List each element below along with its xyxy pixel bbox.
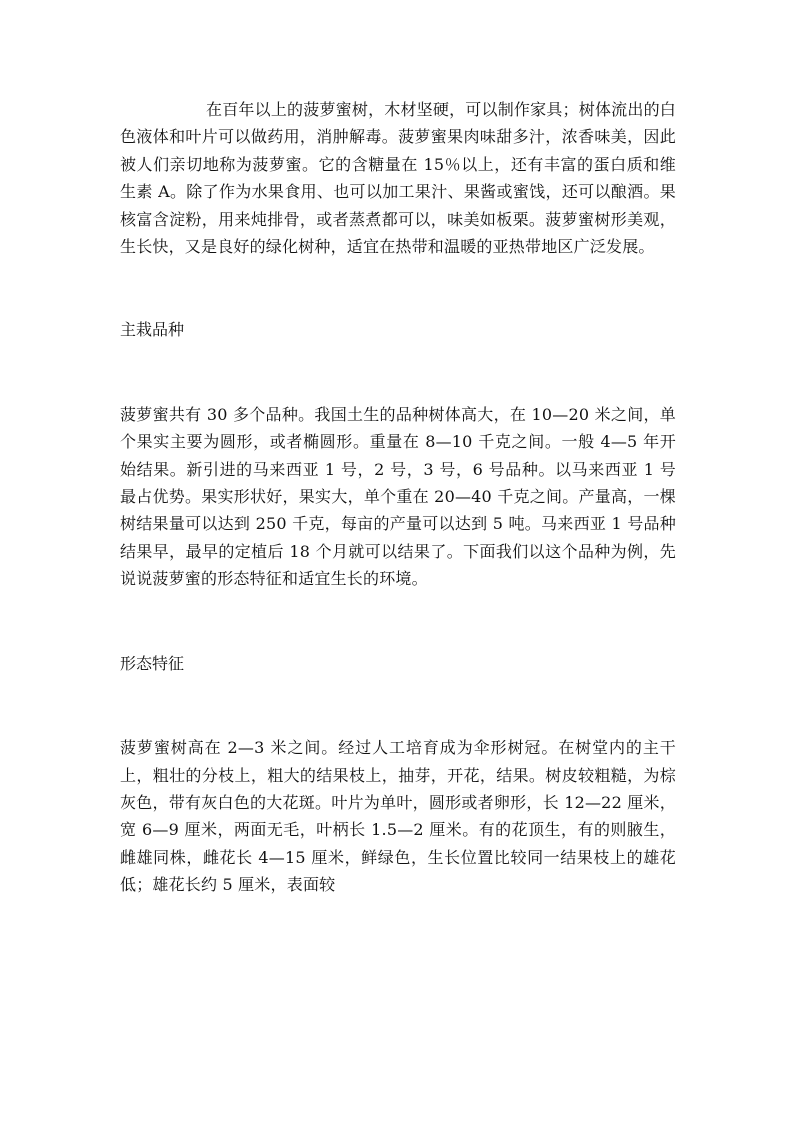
spacer	[120, 260, 676, 316]
intro-paragraph: 在百年以上的菠萝蜜树，木材坚硬，可以制作家具；树体流出的白色液体和叶片可以做药用，消肿解毒。菠萝蜜果肉味甜多汁，浓香味美，因此被人们亲切地称为菠萝蜜。它的含糖量在 15％以上，还有丰富的蛋白质和维生素 A。除了作为水果食用、也可以加工果汁、果酱或蜜饯，还可以酿酒。果核富含淀粉，用来炖排骨，或者蒸煮都可以，味美如板栗。菠萝蜜树形美观，生长快，又是良好的绿化树种，适宜在热带和温暖的亚热带地区广泛发展。	[120, 100, 676, 257]
spacer	[120, 344, 676, 401]
section-heading-morphology: 形态特征	[120, 653, 185, 673]
varieties-paragraph: 菠萝蜜共有 30 多个品种。我国土生的品种树体高大，在 10—20 米之间，单个果实主要为圆形，或者椭圆形。重量在 8—10 千克之间。一般 4—5 年开始结果。新引进的马来西亚 1 号，2 号，3 号，6 号品种。以马来西亚 1 号最占优势。果实形状好，果实大，单个重在 20—40 千克之间。产量高，一棵树结果量可以达到 250 千克，每亩的产量可以达到 5 吨。马来西亚 1 号品种结果早，最早的定植后 18 个月就可以结果了。下面我们以这个品种为例，先说说菠萝蜜的形态特征和适宜生长的环境。	[120, 404, 676, 589]
spacer	[120, 677, 676, 734]
morphology-paragraph: 菠萝蜜树高在 2—3 米之间。经过人工培育成为伞形树冠。在树堂内的主干上，粗壮的分枝上，粗大的结果枝上，抽芽，开花，结果。树皮较粗糙，为棕灰色，带有灰白色的大花斑。叶片为单叶，圆形或者卵形，长 12—22 厘米，宽 6—9 厘米，两面无毛，叶柄长 1.5—2 厘米。有的花顶生，有的则腋生，雌雄同株，雌花长 4—15 厘米，鲜绿色，生长位置比较同一结果枝上的雄花低；雄花长约 5 厘米，表面较	[120, 738, 676, 895]
spacer	[120, 593, 676, 650]
section-heading-varieties: 主栽品种	[120, 320, 185, 340]
document-body	[120, 96, 676, 899]
